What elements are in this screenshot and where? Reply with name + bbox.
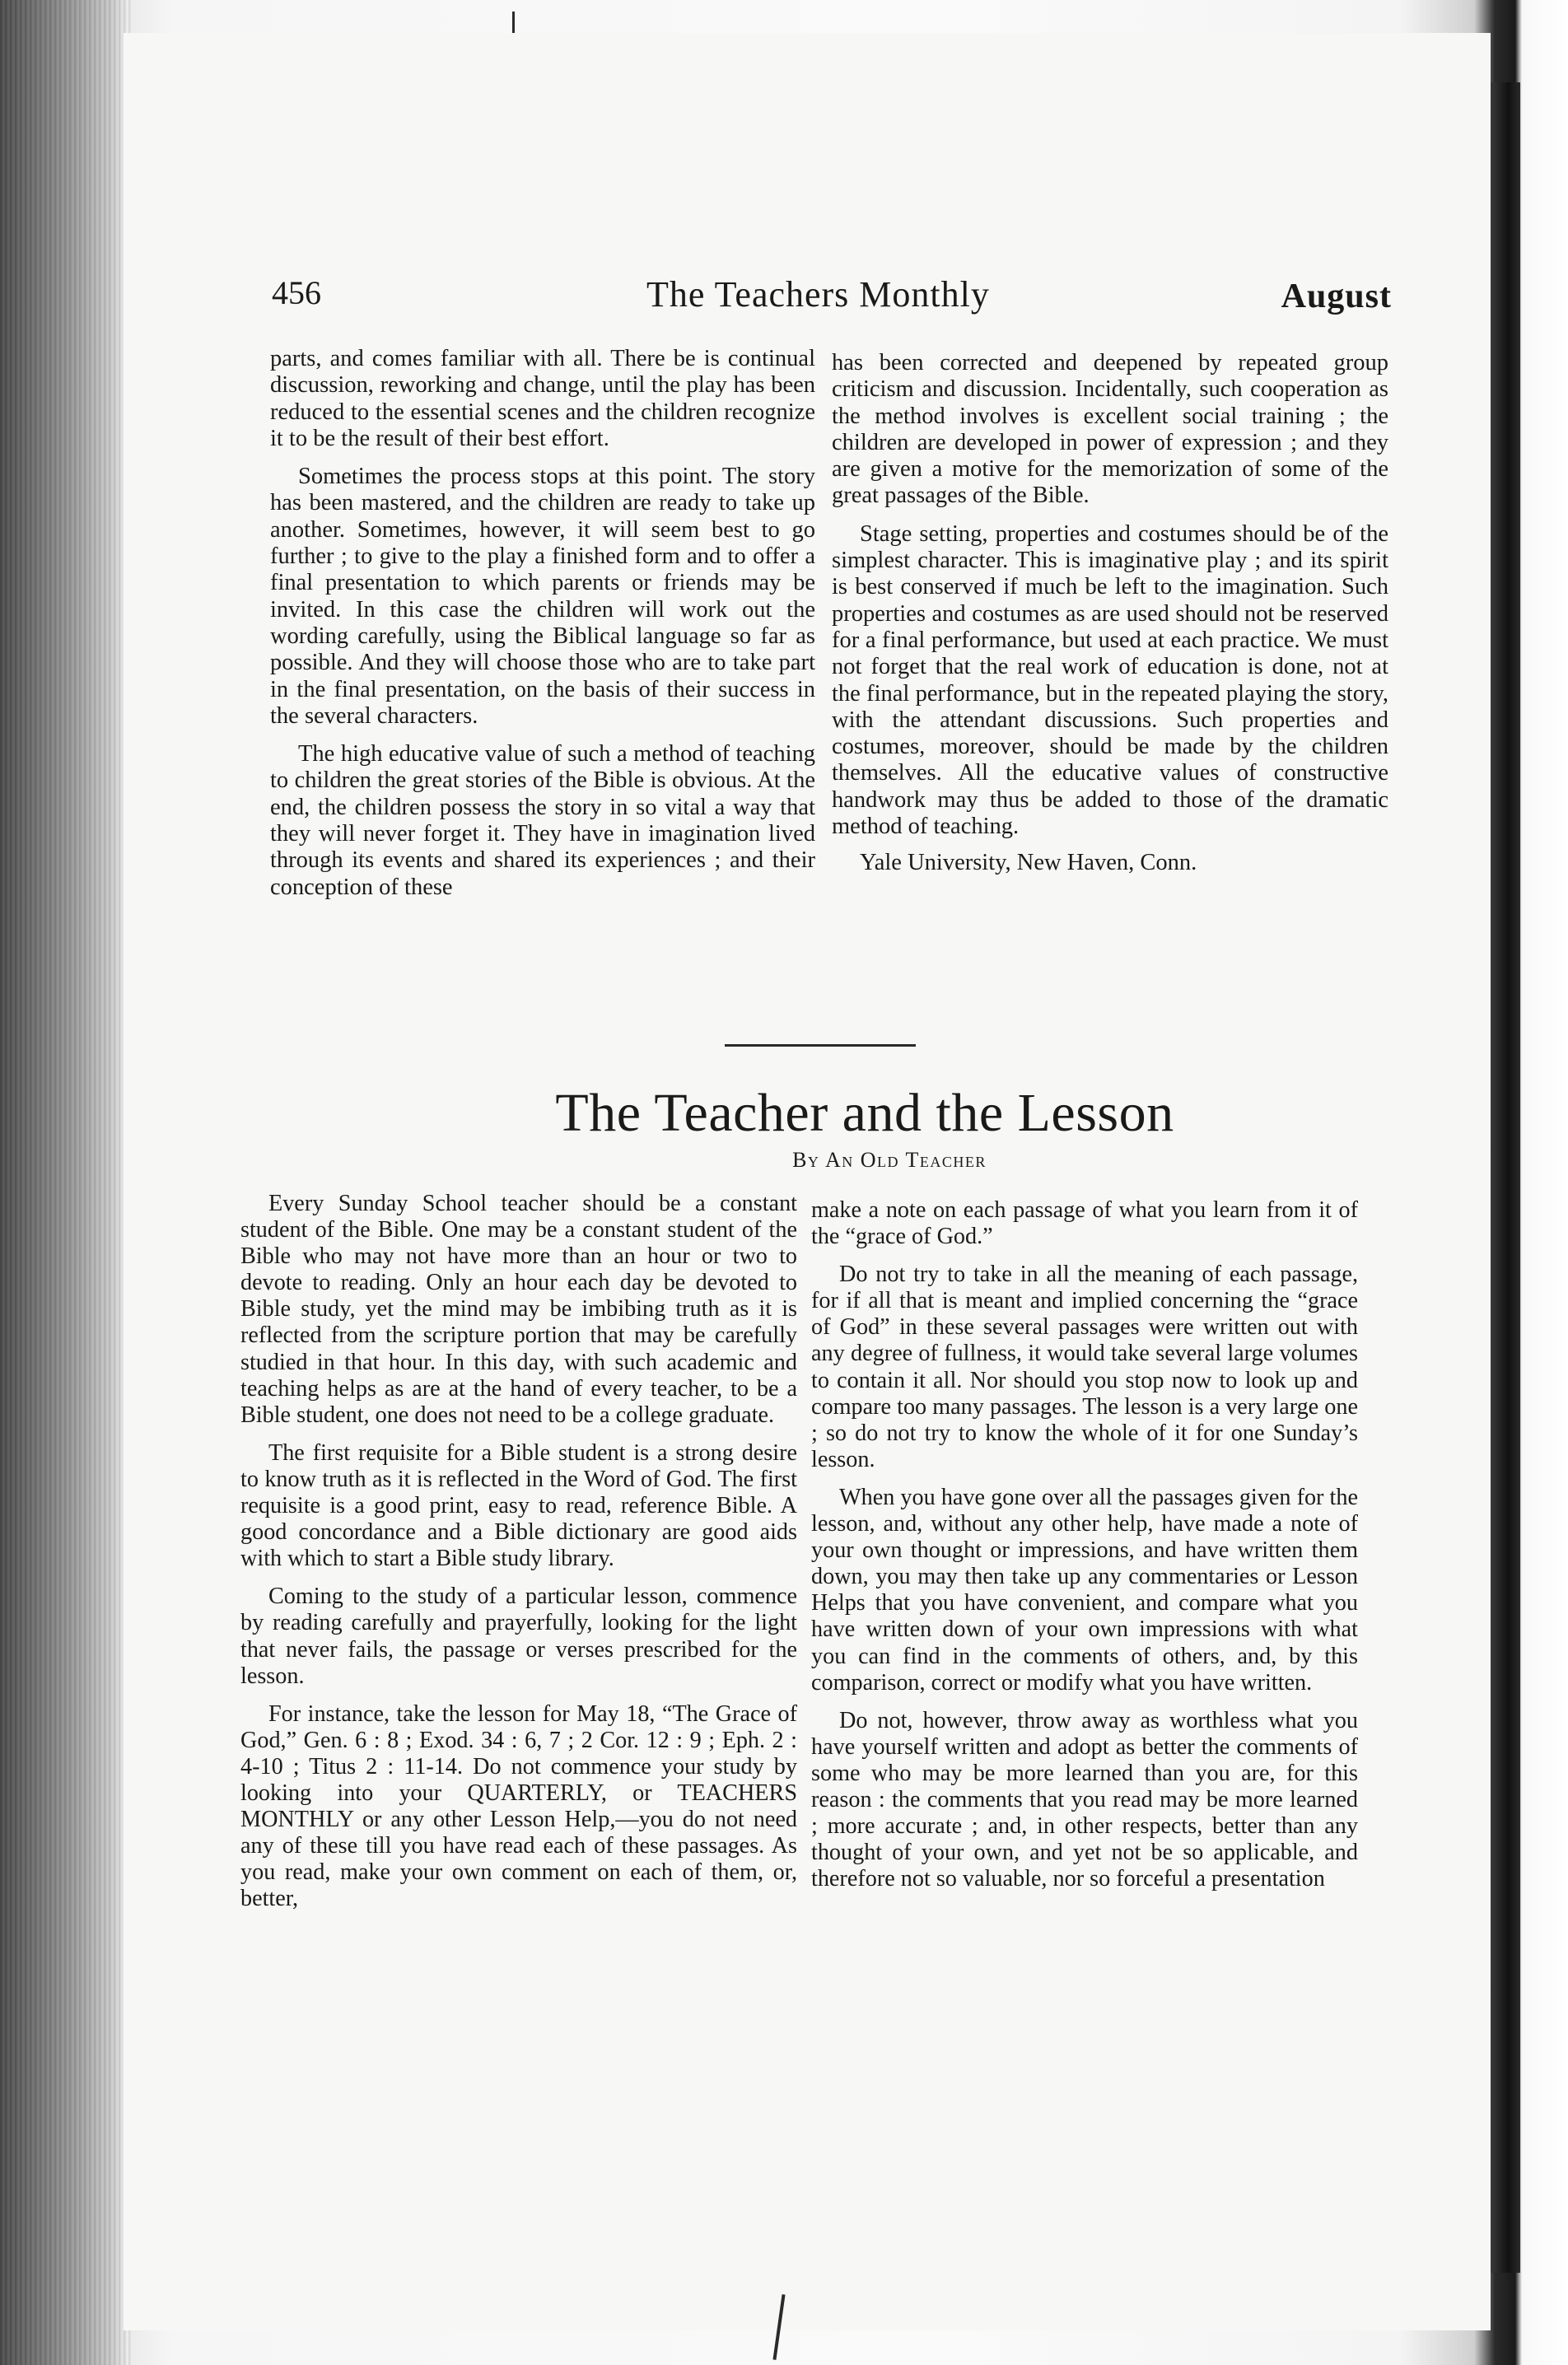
paragraph: parts, and comes familiar with all. There be is continual discussion, reworking and change, until the play has been reduced to the essential scenes and the children recognize it to be the result of their best effort. bbox=[270, 346, 815, 451]
facing-page-edge bbox=[1491, 82, 1520, 2273]
paragraph: Do not, however, throw away as worthless what you have yourself written and adopt as better the comments of some who may be more learned than you are, for this reason : the comments that you read may be more learned ; more accurate ; and, in other respects, better than any thought of your own, and yet not be so applicable, and therefore not so valuable, nor so forceful a presentation bbox=[811, 1707, 1358, 1892]
paragraph: The first requisite for a Bible student is a strong desire to know truth as it is reflected in the Word of God. The first requisite is a good print, easy to read, reference Bible. A good concordance and a Bible dictionary are good aids with which to start a Bible study library. bbox=[240, 1439, 797, 1572]
article-byline: By An Old Teacher bbox=[792, 1148, 987, 1172]
column-3 bbox=[240, 1191, 797, 1912]
paragraph: Stage setting, properties and costumes should be of the simplest character. This is imaginative play ; and its spirit is best conserved if much be left to the imagination. Such properties and costumes as are used should not be reserved for a final performance, but used at each practice. We must not forget that the real work of education is done, not at the final performance, but in the repeated playing the story, with the attendant discussions. Such properties and costumes, moreover, should be made by the children themselves. All the educative values of constructive handwork may thus be added to those of the dramatic method of teaching. bbox=[832, 520, 1388, 840]
journal-title: The Teachers Monthly bbox=[646, 274, 990, 315]
paragraph: make a note on each passage of what you learn from it of the “grace of God.” bbox=[811, 1197, 1358, 1250]
section-divider bbox=[725, 1044, 916, 1047]
paragraph: Coming to the study of a particular lesson, commence by reading carefully and prayerfully, looking for the light that never fails, the passage or verses prescribed for the lesson. bbox=[240, 1584, 797, 1689]
paragraph: Do not try to take in all the meaning of each passage, for if all that is meant and implied concerning the “grace of God” in these several passages were written out with any degree of fullness, it would take several large volumes to contain it all. Nor should you stop now to look up and compare too many passages. The lesson is a very large one ; so do not try to know the whole of it for one Sunday’s lesson. bbox=[811, 1262, 1358, 1472]
author-affiliation: Yale University, New Haven, Conn. bbox=[860, 850, 1197, 876]
paragraph: Every Sunday School teacher should be a constant student of the Bible. One may be a constant student of the Bible who may not have more than an hour or two to devote to reading. Only an hour each day be devoted to Bible study, yet the mind may be imbibing truth as it is reflected from the scripture portion that may be carefully studied in that hour. In this day, with such academic and teaching helps as are at the hand of every teacher, to be a Bible student, one does not need to be a college graduate. bbox=[240, 1191, 797, 1428]
column-4 bbox=[811, 1197, 1358, 1892]
article-title: The Teacher and the Lesson bbox=[555, 1083, 1174, 1143]
column-1 bbox=[270, 346, 815, 901]
paragraph: The high educative value of such a method of teaching to children the great stories of the Bible is obvious. At the end, the children possess the story in so vital a way that they will never forget it. They have in imagination lived through its events and shared its experiences ; and their conception of these bbox=[270, 741, 815, 900]
column-2 bbox=[832, 350, 1388, 877]
paragraph: When you have gone over all the passages given for the lesson, and, without any other help, have made a note of your own thought or impressions, and have written them down, you may then take up any commentaries or Lesson Helps that you have convenient, and compare what you have written down of your own impressions with what you can find in the comments of others, and, by this comparison, correct or modify what you have written. bbox=[811, 1484, 1358, 1696]
paragraph: Sometimes the process stops at this point. The story has been mastered, and the children are ready to take up another. Sometimes, however, it will seem best to go further ; to give to the play a finished form and to offer a final presentation to which parents or friends may be invited. In this case the children will work out the wording carefully, using the Biblical language so far as possible. And they will choose those who are to take part in the final presentation, on the basis of their success in the several characters. bbox=[270, 464, 815, 729]
top-speck bbox=[512, 12, 515, 33]
book-binding bbox=[0, 0, 132, 2365]
page-number: 456 bbox=[272, 274, 321, 311]
paragraph: For instance, take the lesson for May 18, “The Grace of God,” Gen. 6 : 8 ; Exod. 34 : 6, 7 ; 2 Cor. 12 : 9 ; Eph. 2 : 4-10 ; Titus 2 : 11-14. Do not commence your study by looking into your QUARTERLY, or TEACHERS MONTHLY or any other Lesson Help,—you do not need any of these till you have read each of these passages. As you read, make your own comment on each of them, or, better, bbox=[240, 1700, 797, 1912]
running-head bbox=[272, 273, 1392, 323]
issue-month: August bbox=[1281, 278, 1392, 315]
paragraph: has been corrected and deepened by repeated group criticism and discussion. Incidentally, such cooperation as the method involves is excellent social training ; the children are developed in power of expression ; and they are given a motive for the memorization of some of the great passages of the Bible. bbox=[832, 350, 1388, 509]
